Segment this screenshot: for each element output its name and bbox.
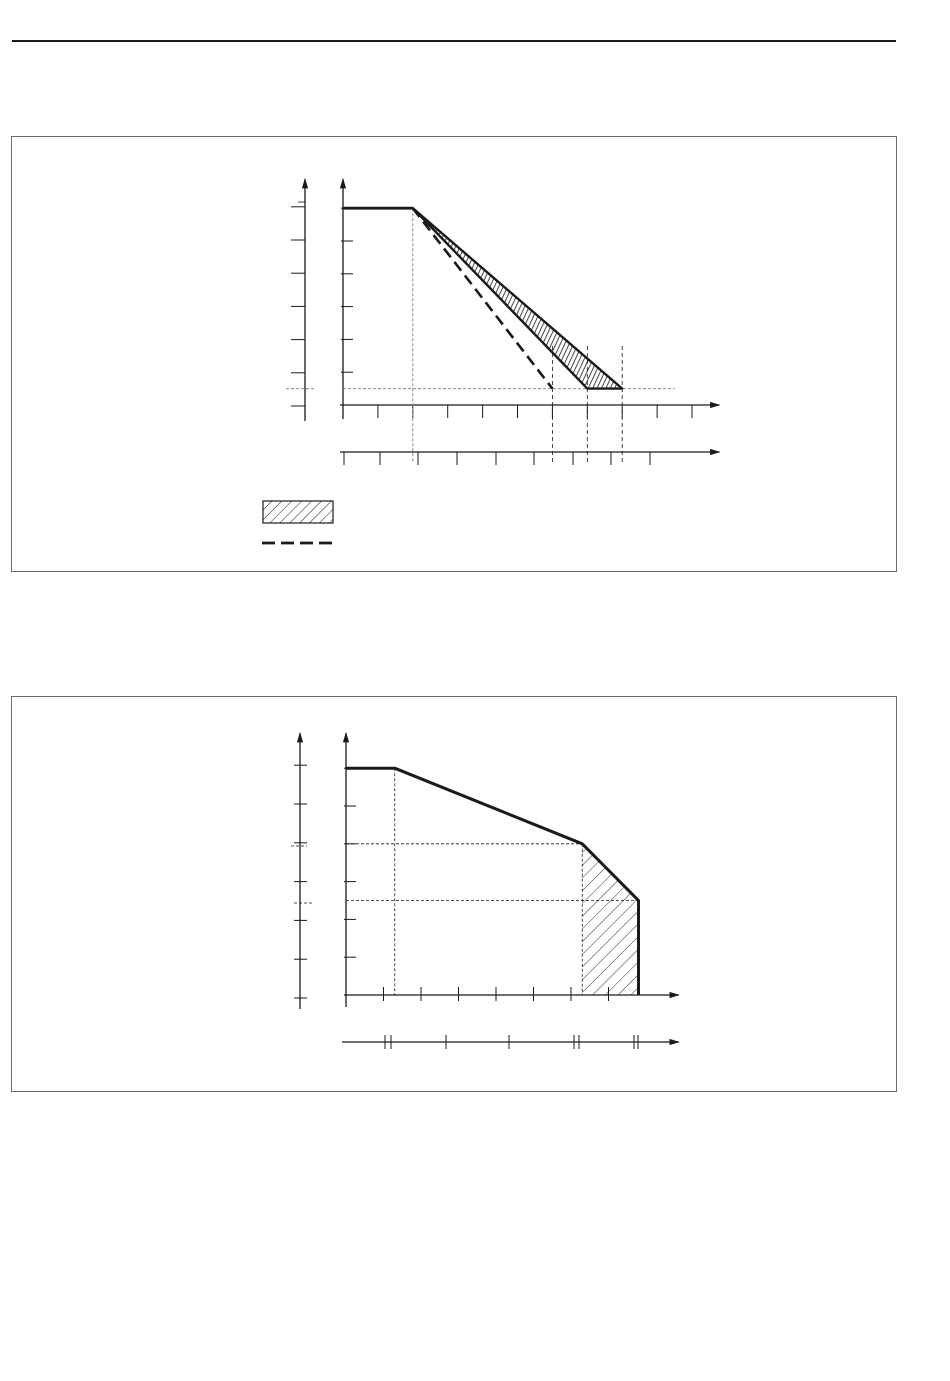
hatched-band <box>413 208 622 388</box>
dashed-curve <box>413 208 553 388</box>
chart-2 <box>12 697 898 1093</box>
shaded-region <box>582 844 638 995</box>
header-rule <box>12 40 896 42</box>
chart-1 <box>12 137 898 573</box>
chart-frame-2 <box>11 696 897 1092</box>
chart-frame-1 <box>11 136 897 572</box>
legend-hatched-symbol <box>263 501 333 523</box>
